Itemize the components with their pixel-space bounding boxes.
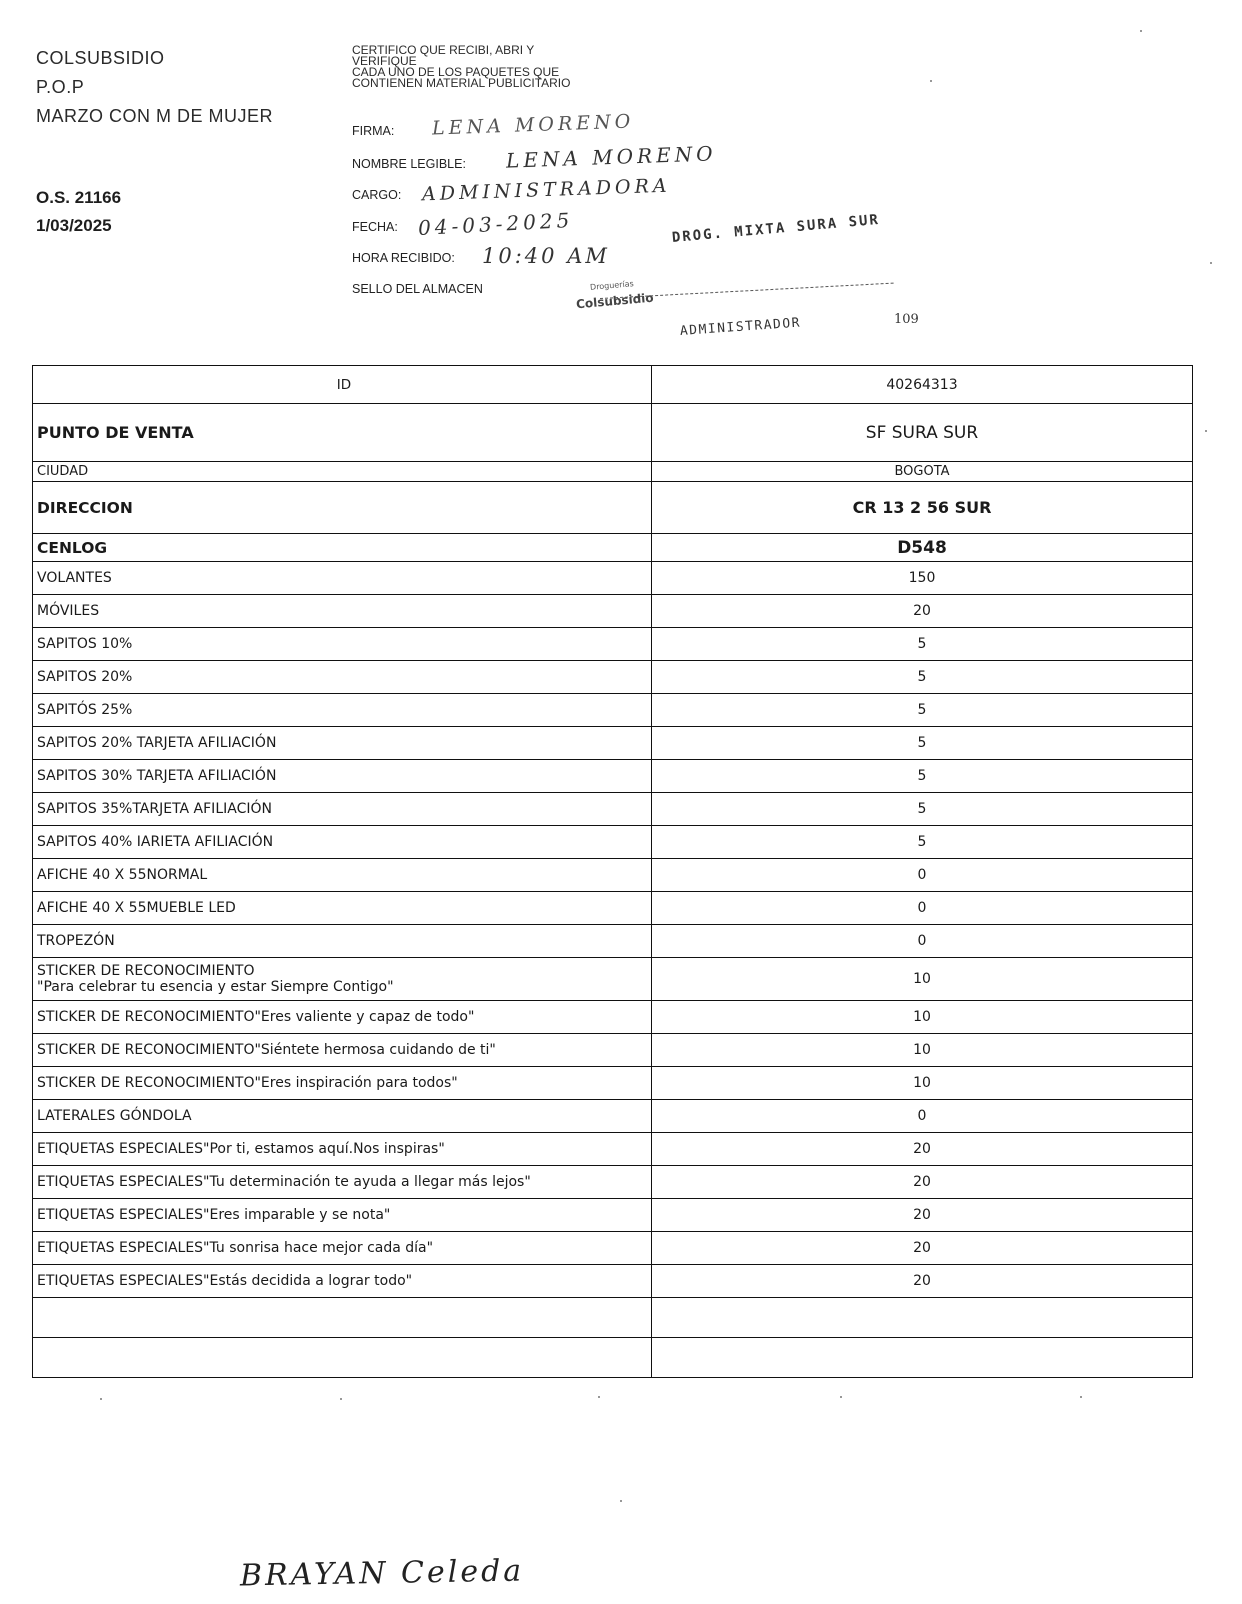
scan-speck [340,1398,342,1400]
table-row [33,1001,1193,1034]
stamp-role: ADMINISTRADOR [679,315,802,339]
row-value: 5 [652,661,1193,694]
row-value: SF SURA SUR [652,404,1193,462]
row-value: 10 [652,958,1193,1001]
document-date: 1/03/2025 [36,216,112,235]
row-label: SAPITÓS 25% [33,694,652,727]
hora-value: 10:40 AM [482,244,610,268]
row-label [33,958,652,1001]
firma-label: FIRMA: [352,124,395,138]
nombre-label: NOMBRE LEGIBLE: [352,157,466,171]
nombre-value: LENA MORENO [505,141,717,173]
table-row [33,793,1193,826]
hora-label: HORA RECIBIDO: [352,251,455,265]
table-row [33,1166,1193,1199]
row-value: 5 [652,760,1193,793]
table-row [33,1199,1193,1232]
table-row [33,404,1193,462]
row-label: SAPITOS 20% [33,661,652,694]
campaign-name: MARZO CON M DE MUJER [36,106,273,126]
row-label: AFICHE 40 X 55MUEBLE LED [33,892,652,925]
row-value: 20 [652,1133,1193,1166]
row-label-line1: STICKER DE RECONOCIMIENTO [37,963,255,979]
row-value: 150 [652,562,1193,595]
table-row [33,562,1193,595]
row-label: ETIQUETAS ESPECIALES"Eres imparable y se nota" [33,1199,652,1232]
table-row [33,859,1193,892]
fecha-value: 04-03-2025 [417,207,574,241]
row-value: 20 [652,1232,1193,1265]
row-value: 5 [652,793,1193,826]
sello-label: SELLO DEL ALMACEN [352,282,483,296]
table-row [33,482,1193,534]
cargo-label: CARGO: [352,188,402,202]
row-value: 20 [652,1265,1193,1298]
stamp-brand-logo: Colsubsidio [575,290,655,312]
certificate-text [352,45,642,89]
table-row [33,1265,1193,1298]
table-row [33,760,1193,793]
row-value: 20 [652,595,1193,628]
row-value: 10 [652,1034,1193,1067]
row-value: 20 [652,1199,1193,1232]
row-value: BOGOTA [652,462,1193,482]
stamp-number: 109 [894,312,919,327]
certificate-line: VERIFIQUE [352,54,417,68]
scan-speck [100,1398,102,1400]
table-row [33,1133,1193,1166]
scan-speck [1210,262,1212,264]
row-value: 10 [652,1001,1193,1034]
row-label: VOLANTES [33,562,652,595]
row-value: 0 [652,892,1193,925]
table-row [33,462,1193,482]
certificate-line: CADA UNO DE LOS PAQUETES QUE [352,65,560,79]
row-value: 5 [652,727,1193,760]
row-value: 5 [652,694,1193,727]
row-value: D548 [652,534,1193,562]
scan-speck [1205,430,1207,432]
scan-speck [1140,30,1142,32]
table-row [33,366,1193,404]
materials-table [32,365,1193,1378]
firma-signature: LENA MORENO [431,110,635,140]
row-value: 20 [652,1166,1193,1199]
row-value: 0 [652,1100,1193,1133]
table-row [33,1067,1193,1100]
table-row [33,1034,1193,1067]
table-row [33,727,1193,760]
row-label: ID [33,366,652,404]
cargo-value: ADMINISTRADORA [421,174,671,206]
table-row [33,1232,1193,1265]
scan-speck [598,1396,600,1398]
table-row-empty [33,1338,1193,1378]
row-label [33,1298,652,1338]
document-type: P.O.P [36,77,85,97]
table-row-empty [33,1298,1193,1338]
scan-speck [1080,1396,1082,1398]
row-label [33,1338,652,1378]
order-number: O.S. 21166 [36,188,122,207]
receiver-signature: BRAYAN Celeda [239,1553,525,1594]
row-value: 0 [652,859,1193,892]
row-label: STICKER DE RECONOCIMIENTO"Siéntete hermosa cuidando de ti" [33,1034,652,1067]
row-label: CENLOG [33,534,652,562]
row-label: SAPITOS 30% TARJETA AFILIACIÓN [33,760,652,793]
row-label: LATERALES GÓNDOLA [33,1100,652,1133]
row-value: 10 [652,1067,1193,1100]
scan-speck [840,1396,842,1398]
row-value: CR 13 2 56 SUR [652,482,1193,534]
table-row [33,661,1193,694]
row-value: 5 [652,826,1193,859]
certificate-line: CERTIFICO QUE RECIBI, ABRI Y [352,43,535,57]
row-label: SAPITOS 35%TARJETA AFILIACIÓN [33,793,652,826]
row-label: DIRECCION [33,482,652,534]
table-row [33,1100,1193,1133]
table-row [33,628,1193,661]
row-value [652,1298,1193,1338]
scan-speck [620,1500,622,1502]
table-row [33,925,1193,958]
stamp-store-name: DROG. MIXTA SURA SUR [671,211,881,246]
row-label: ETIQUETAS ESPECIALES"Por ti, estamos aquí.Nos inspiras" [33,1133,652,1166]
company-name: COLSUBSIDIO [36,48,165,68]
table-row [33,958,1193,1001]
row-label: STICKER DE RECONOCIMIENTO"Eres inspiración para todos" [33,1067,652,1100]
row-label: ETIQUETAS ESPECIALES"Tu sonrisa hace mejor cada día" [33,1232,652,1265]
row-value: 5 [652,628,1193,661]
row-value: 0 [652,925,1193,958]
scan-speck [930,80,932,82]
fecha-label: FECHA: [352,220,398,234]
row-value: 40264313 [652,366,1193,404]
table-row [33,534,1193,562]
row-label: TROPEZÓN [33,925,652,958]
table-row [33,595,1193,628]
row-label: SAPITOS 10% [33,628,652,661]
row-label: SAPITOS 20% TARJETA AFILIACIÓN [33,727,652,760]
row-value [652,1338,1193,1378]
row-label-line2: "Para celebrar tu esencia y estar Siempre Contigo" [37,979,394,995]
row-label: ETIQUETAS ESPECIALES"Tu determinación te ayuda a llegar más lejos" [33,1166,652,1199]
row-label: SAPITOS 40% IARIETA AFILIACIÓN [33,826,652,859]
table-row [33,892,1193,925]
table-row [33,826,1193,859]
row-label: PUNTO DE VENTA [33,404,652,462]
row-label: MÓVILES [33,595,652,628]
row-label: ETIQUETAS ESPECIALES"Estás decidida a lograr todo" [33,1265,652,1298]
row-label: STICKER DE RECONOCIMIENTO"Eres valiente y capaz de todo" [33,1001,652,1034]
stamp-brand-small: Droguerías [589,279,635,292]
row-label: AFICHE 40 X 55NORMAL [33,859,652,892]
table-row [33,694,1193,727]
certificate-line: CONTIENEN MATERIAL PUBLICITARIO [352,76,571,90]
row-label: CIUDAD [33,462,652,482]
